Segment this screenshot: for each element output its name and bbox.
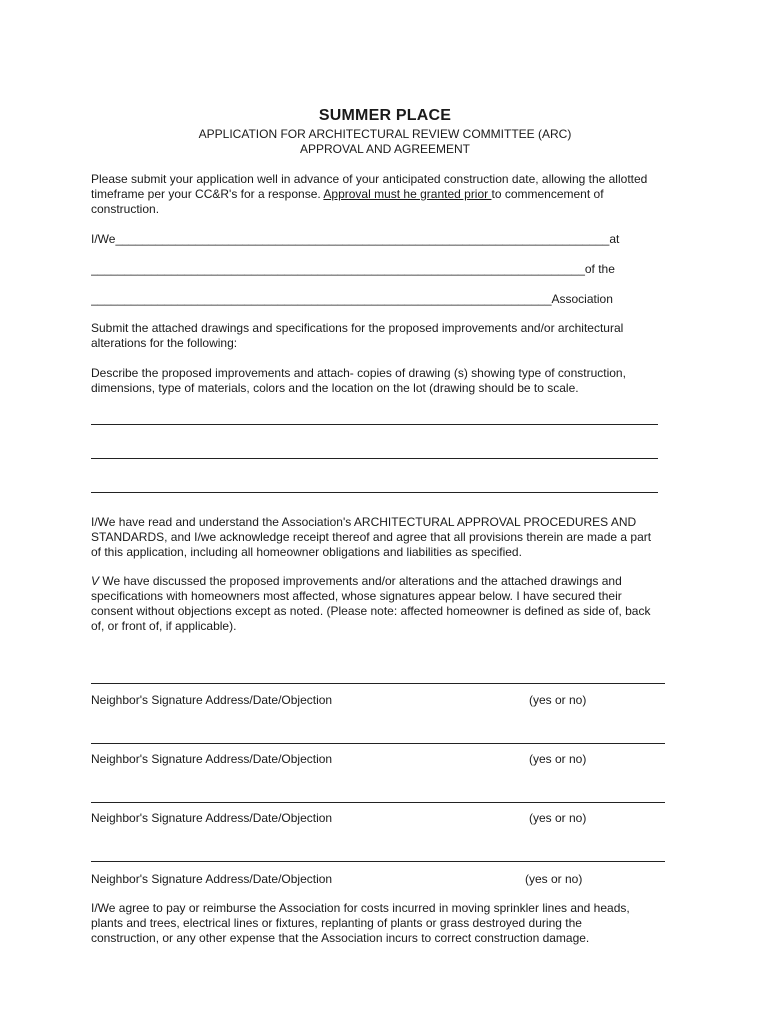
iwe-suffix: at [609,232,620,246]
intro-line-2-start: timeframe per your CC&R's for a response. [91,187,324,201]
intro-line-1: Please submit your application well in advance of your anticipated construction date, allowing the allotted [91,172,648,186]
iwe-blank: __________________________________________________________________________ [115,232,610,246]
acknowledge-line-2: STANDARDS, and I/we acknowledge receipt thereof and agree that all provisions therein are made a part [91,530,652,544]
address-blank: __________________________________________________________________________ [91,262,585,276]
describe-paragraph [91,366,691,396]
address-suffix: of the [584,262,615,276]
yes-no-label-4: (yes or no) [525,872,583,886]
acknowledge-line-3: of this application, including all homeowner obligations and liabilities as specified. [91,545,522,559]
reimburse-line-3: construction, or any other expense that the Association incurs to correct construction damage. [91,931,590,945]
signature-line-2[interactable] [91,743,665,744]
intro-paragraph [91,172,691,217]
reimburse-paragraph [91,901,701,946]
description-line-3[interactable] [91,492,658,493]
description-line-1[interactable] [91,424,658,425]
submit-paragraph [91,321,691,351]
yes-no-label-2: (yes or no) [529,752,587,766]
signature-label-2: Neighbor's Signature Address/Date/Objection [91,752,333,766]
approval-underlined-text: Approval must he granted prior [323,187,492,201]
neighbors-line-2: specifications with homeowners most affected, whose signatures appear below. I have secured their [91,589,622,603]
association-blank: _____________________________________________________________________ [91,292,552,306]
signature-label-3: Neighbor's Signature Address/Date/Objection [91,811,333,825]
signature-label-4: Neighbor's Signature Address/Date/Objection [91,872,333,886]
check-mark: V [91,574,100,588]
yes-no-label-3: (yes or no) [529,811,587,825]
submit-line-2: alterations for the following: [91,336,238,350]
reimburse-line-2: plants and trees, electrical lines or fixtures, replanting of plants or grass destroyed during the [91,916,582,930]
association-suffix: Association [551,292,613,306]
intro-line-3: construction. [91,202,160,216]
subtitle-line-1: APPLICATION FOR ARCHITECTURAL REVIEW COMMITTEE (ARC) [198,127,572,141]
signature-label-1: Neighbor's Signature Address/Date/Objection [91,693,333,707]
describe-line-2: dimensions, type of materials, colors and the location on the lot (drawing should be to scale. [91,381,579,395]
description-line-2[interactable] [91,458,658,459]
intro-line-2-end: to commencement of [491,187,604,201]
reimburse-line-1: I/We agree to pay or reimburse the Association for costs incurred in moving sprinkler lines and heads, [91,901,630,915]
address-field[interactable] [91,262,681,277]
acknowledge-paragraph [91,515,701,560]
association-field[interactable] [91,292,681,307]
neighbors-paragraph [91,574,701,634]
acknowledge-line-1: I/We have read and understand the Association's ARCHITECTURAL APPROVAL PROCEDURES AND [91,515,637,529]
neighbors-line-1 [91,574,701,589]
describe-line-1: Describe the proposed improvements and attach- copies of drawing (s) showing type of construction, [91,366,626,380]
neighbors-line-1-text: We have discussed the proposed improvements and/or alterations and the attached drawings and [99,574,622,588]
iwe-field[interactable] [91,232,681,247]
neighbors-line-3: consent without objections except as noted. (Please note: affected homeowner is defined as side of, back [91,604,651,618]
signature-line-3[interactable] [91,802,665,803]
page-title: SUMMER PLACE [318,107,452,124]
yes-no-label-1: (yes or no) [529,693,587,707]
iwe-prefix: I/We [91,232,116,246]
subtitle-line-2: APPROVAL AND AGREEMENT [299,142,471,156]
signature-line-4[interactable] [91,861,665,862]
signature-line-1[interactable] [91,683,665,684]
submit-line-1: Submit the attached drawings and specifications for the proposed improvements and/or architectural [91,321,624,335]
intro-line-2 [91,187,691,202]
neighbors-line-4: of, or front of, if applicable). [91,619,237,633]
